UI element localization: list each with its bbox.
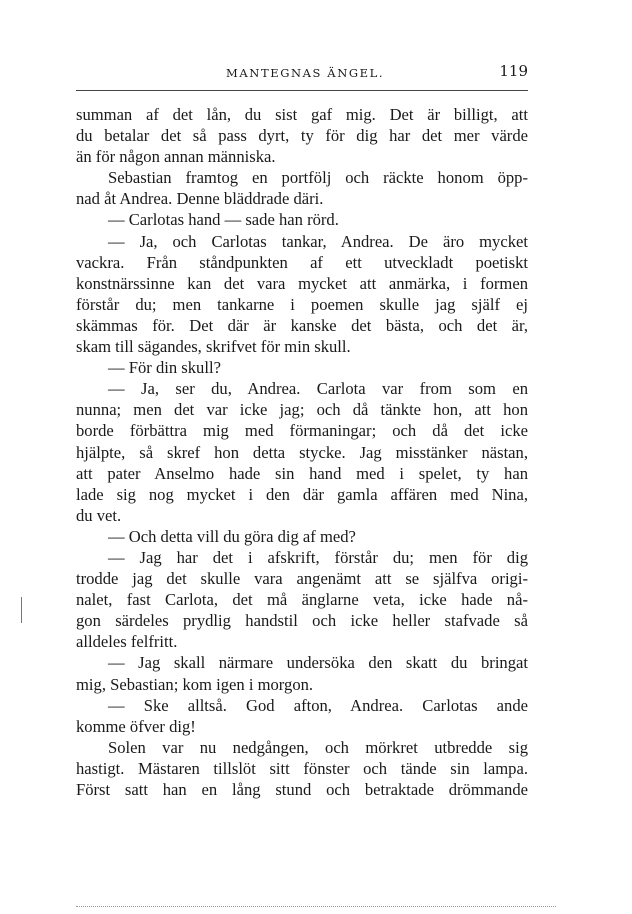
text-line: nad åt Andrea. Denne bläddrade däri. (76, 189, 324, 209)
page-bottom-edge (76, 906, 556, 907)
text-line: summan af det lån, du sist gaf mig. Det är billigt, att (76, 105, 528, 124)
text-line: hjälpte, så skref hon detta stycke. Jag misstänker nästan, (76, 442, 528, 462)
text-line: vackra. Från ståndpunkten af ett utveckladt poetiskt (76, 252, 528, 272)
text-line: gon särdeles prydlig handstil och icke heller stafvade så (76, 611, 528, 631)
text-line: nunna; men det var icke jag; och då tänkte hon, att hon (76, 400, 528, 420)
text-line: — Jag har det i afskrift, förstår du; men för dig (108, 547, 528, 567)
text-line: mig, Sebastian; kom igen i morgon. (76, 674, 314, 694)
body-text (76, 104, 528, 800)
text-line: — För din skull? (108, 358, 221, 378)
header-rule (76, 90, 528, 91)
page-number: 119 (499, 62, 528, 80)
text-line: hastigt. Mästaren tillslöt sitt fönster och tände sin lampa. (76, 758, 528, 778)
text-line: än för någon annan människa. (76, 147, 276, 167)
text-line: du betalar det så pass dyrt, ty för dig har det mer värde (76, 126, 528, 146)
text-line: Först satt han en lång stund och betraktade drömmande (76, 780, 528, 799)
text-line: Solen var nu nedgången, och mörkret utbredde sig (108, 737, 528, 757)
text-line: trodde jag det skulle vara angenämt att se själfva origi- (76, 569, 528, 589)
text-line: förstår du; men tankarne i poemen skulle jag själf ej (76, 294, 528, 314)
text-line: — Carlotas hand — sade han rörd. (108, 210, 339, 230)
text-line: — Och detta vill du göra dig af med? (108, 526, 356, 546)
text-line: — Ja, ser du, Andrea. Carlota var from som en (108, 379, 528, 399)
text-line: alldeles felfritt. (76, 632, 178, 652)
page-header (76, 62, 528, 88)
text-line: att pater Anselmo hade sin hand med i spelet, ty han (76, 463, 528, 483)
text-line: nalet, fast Carlota, det må änglarne veta, icke hade nå- (76, 590, 528, 610)
text-line: lade sig nog mycket i den där gamla affären med Nina, (76, 484, 528, 504)
text-line: konstnärssinne kan det vara mycket att anmärka, i formen (76, 273, 528, 293)
margin-mark (21, 597, 22, 623)
text-line: Sebastian framtog en portfölj och räckte honom öpp- (108, 168, 528, 188)
text-line: — Jag skall närmare undersöka den skatt du bringat (108, 653, 528, 673)
running-title: MANTEGNAS ÄNGEL. (226, 66, 385, 80)
text-line: — Ske alltså. God afton, Andrea. Carlotas ande (108, 695, 528, 715)
text-line: borde förbättra mig med förmaningar; och då det icke (76, 421, 528, 441)
text-line: du vet. (76, 505, 122, 525)
text-line: — Ja, och Carlotas tankar, Andrea. De äro mycket (108, 231, 528, 251)
text-line: komme öfver dig! (76, 716, 196, 736)
text-line: skam till sägandes, skrifvet för min skull. (76, 337, 351, 357)
text-line: skämmas för. Det där är kanske det bästa, och det är, (76, 315, 528, 335)
